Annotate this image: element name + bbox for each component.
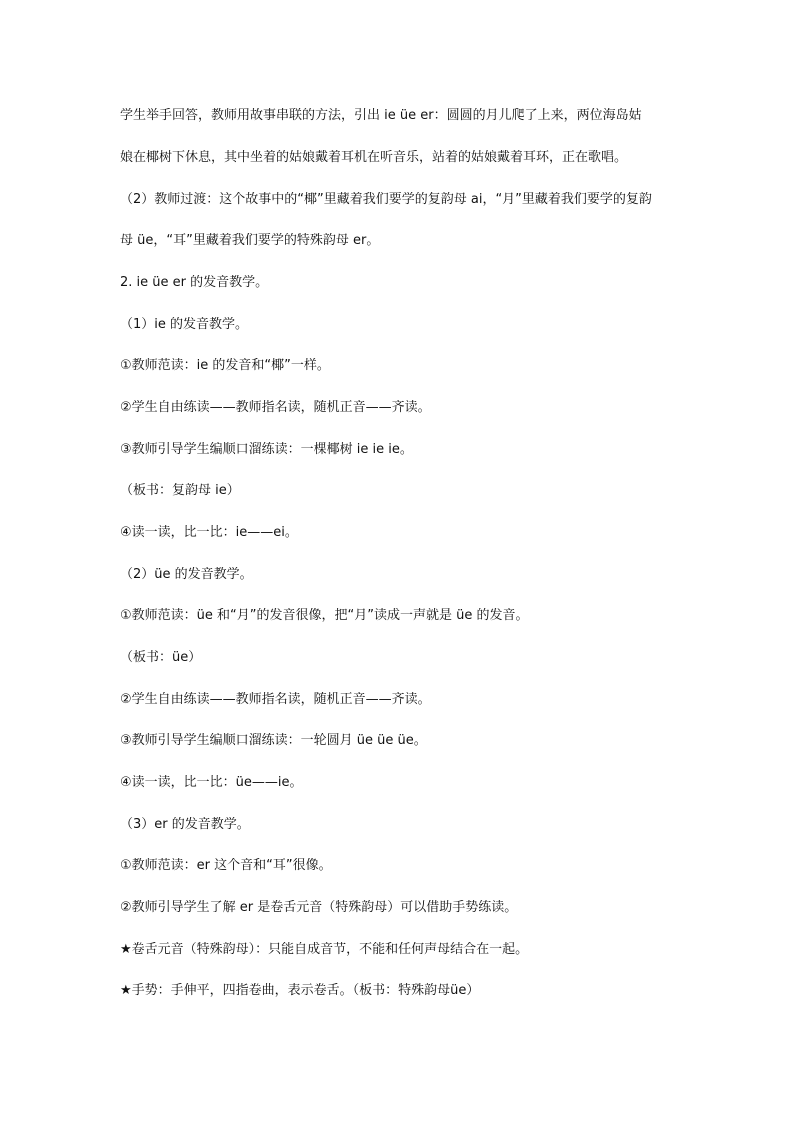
list-item: ①教师范读：er 这个音和“耳”很像。 [120,858,332,873]
list-item: ④读一读，比一比：üe——ie。 [120,775,303,790]
star-note: ★手势：手伸平，四指卷曲，表示卷舌。（板书：特殊韵母üe） [120,983,480,998]
list-item: ③教师引导学生编顺口溜练读：一棵椰树 ie ie ie。 [120,442,413,457]
list-item: ①教师范读：ie 的发音和“椰”一样。 [120,358,330,373]
subsection-heading: （2）üe 的发音教学。 [120,567,253,582]
section-heading: 2. ie üe er 的发音教学。 [120,275,269,290]
board-note: （板书：üe） [120,650,202,665]
list-item: ①教师范读：üe 和“月”的发音很像，把“月”读成一声就是 üe 的发音。 [120,608,529,623]
paragraph-line: 学生举手回答，教师用故事串联的方法，引出 ie üe er：圆圆的月儿爬了上来，两位海岛姑 [120,108,642,123]
list-item: ②教师引导学生了解 er 是卷舌元音（特殊韵母）可以借助手势练读。 [120,900,518,915]
list-item: ②学生自由练读——教师指名读，随机正音——齐读。 [120,400,431,415]
list-item: ②学生自由练读——教师指名读，随机正音——齐读。 [120,692,431,707]
list-item: ④读一读，比一比：ie——ei。 [120,525,298,540]
subsection-heading: （1）ie 的发音教学。 [120,317,249,332]
paragraph-line: 母 üe，“耳”里藏着我们要学的特殊韵母 er。 [120,233,380,248]
list-item: ③教师引导学生编顺口溜练读：一轮圆月 üe üe üe。 [120,733,427,748]
paragraph-line: （2）教师过渡：这个故事中的“椰”里藏着我们要学的复韵母 ai，“月”里藏着我们要学的复韵 [120,192,652,207]
board-note: （板书：复韵母 ie） [120,483,240,498]
star-note: ★卷舌元音（特殊韵母）：只能自成音节，不能和任何声母结合在一起。 [120,942,529,957]
subsection-heading: （3）er 的发音教学。 [120,817,250,832]
paragraph-line: 娘在椰树下休息，其中坐着的姑娘戴着耳机在听音乐，站着的姑娘戴着耳环，正在歌唱。 [120,150,628,165]
